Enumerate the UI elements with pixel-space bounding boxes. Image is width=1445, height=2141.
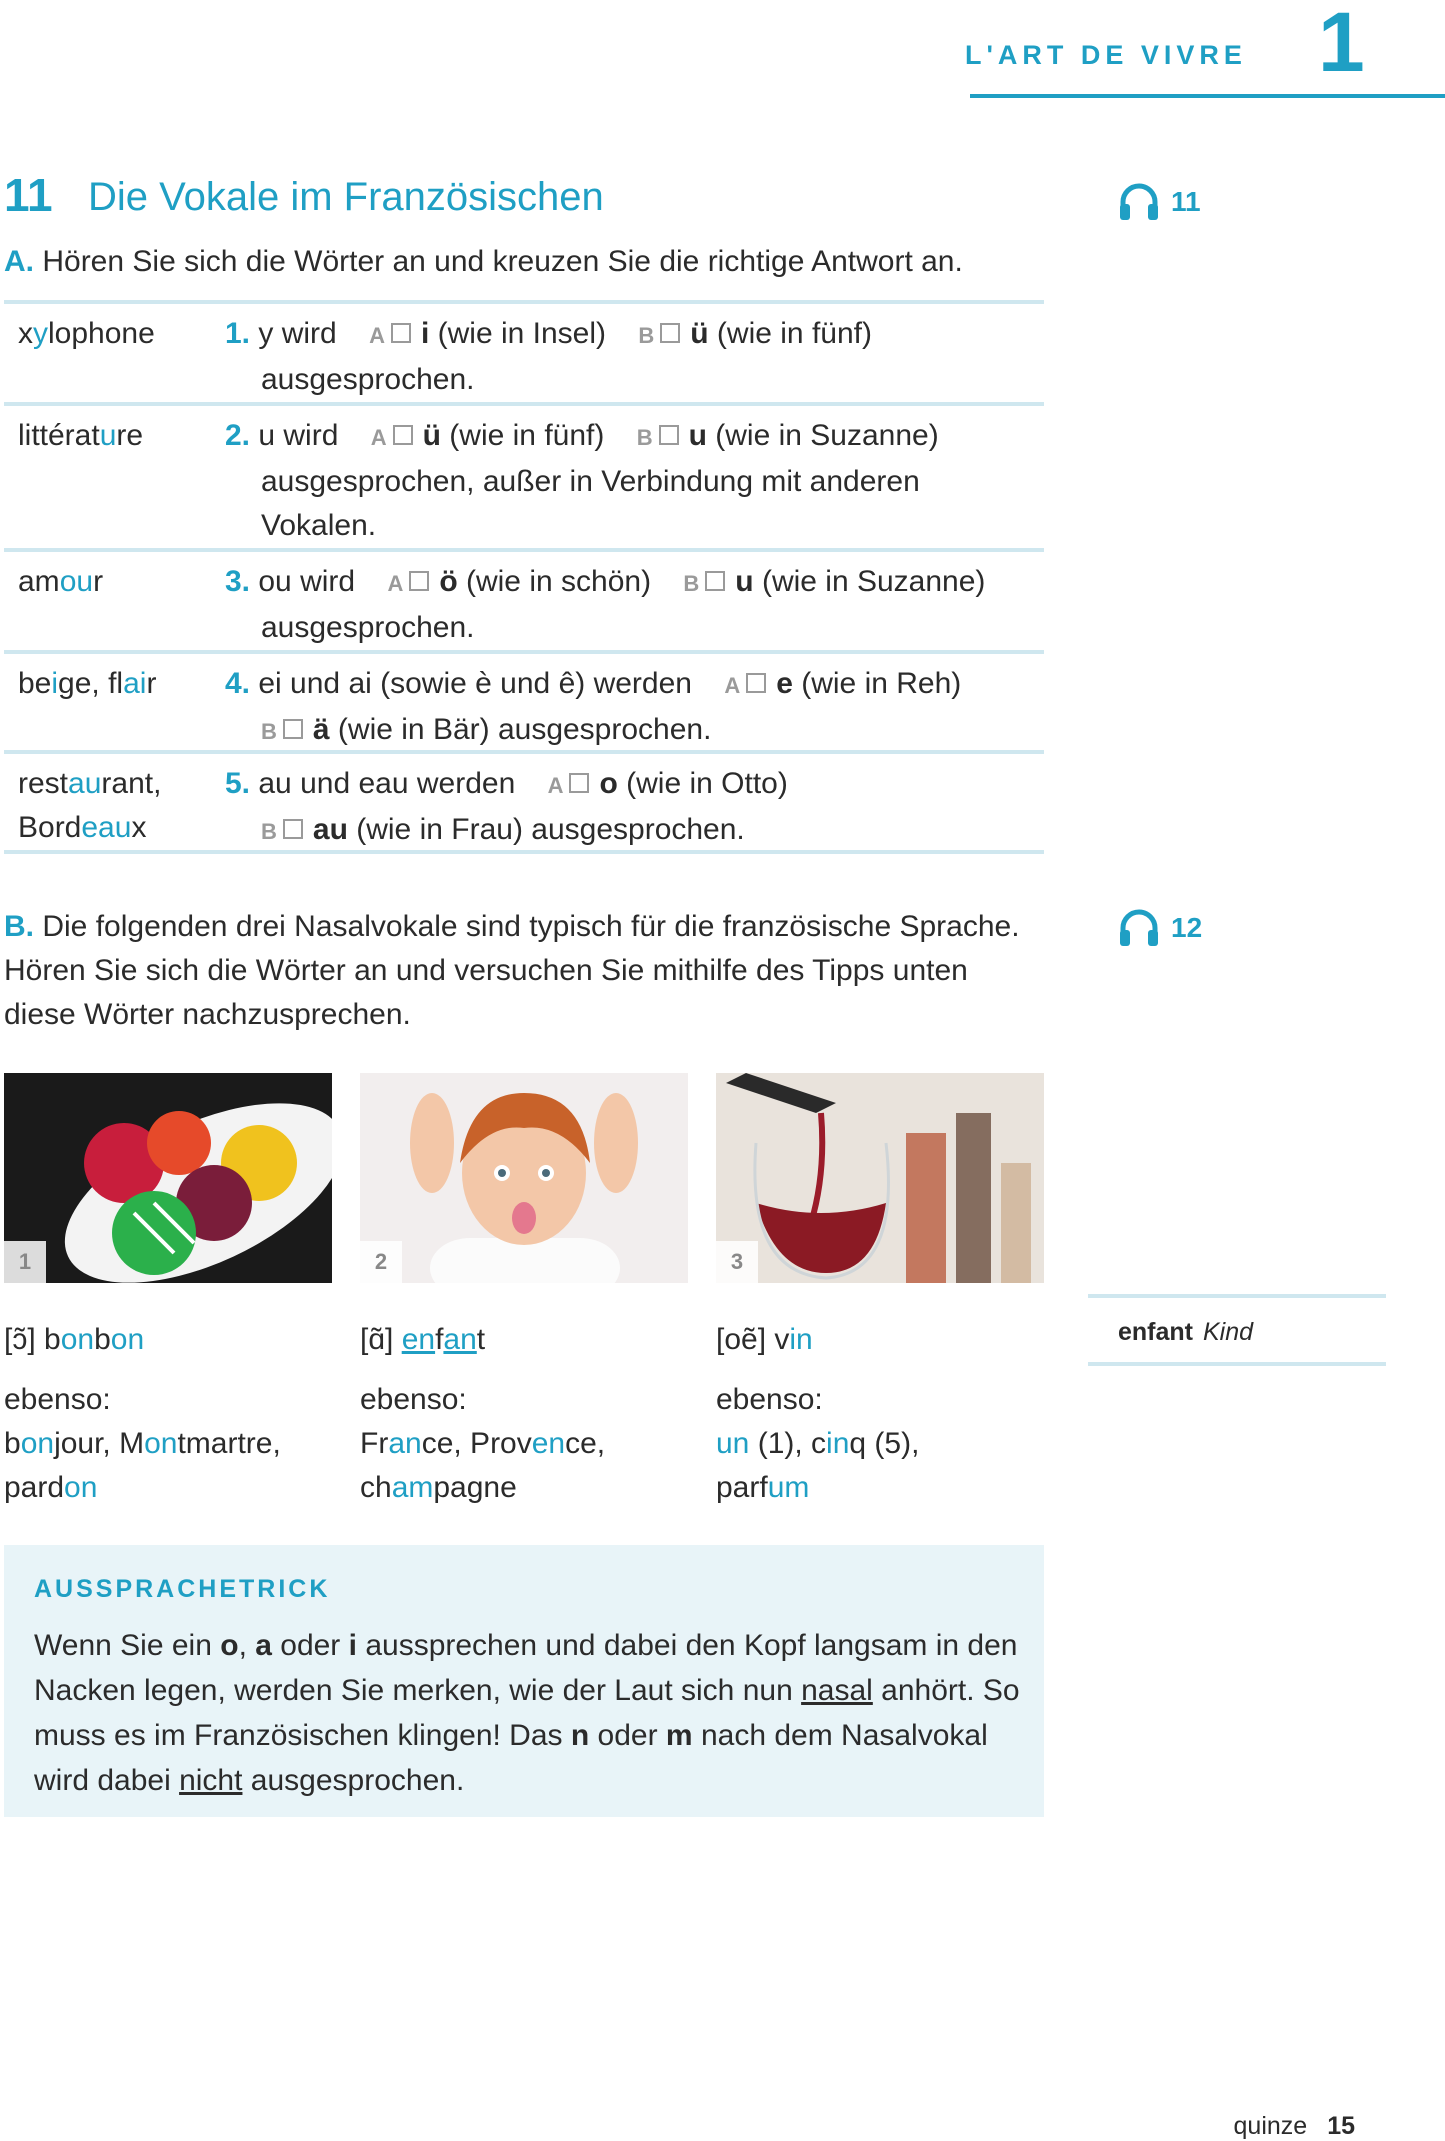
checkbox-2a[interactable] <box>393 425 413 445</box>
part-a-text: Hören Sie sich die Wörter an und kreuzen Sie die richtige Antwort an. <box>42 245 963 278</box>
nasal-column-3: [oẽ] vin ebenso: un (1), cinq (5), parfum <box>716 1323 920 1504</box>
checkbox-1b[interactable] <box>660 323 680 343</box>
question-2: 2. u wird A ü (wie in fünf) B u (wie in Suzanne) ausgesprochen, außer in Verbindung mit anderen Vokalen. <box>225 419 939 542</box>
checkbox-4b[interactable] <box>283 719 303 739</box>
checkbox-4a[interactable] <box>746 673 766 693</box>
header-rule <box>970 94 1445 98</box>
table-rule <box>4 850 1044 854</box>
table-rule <box>4 548 1044 552</box>
photo-bonbons: 1 <box>4 1073 332 1283</box>
row-word: littérature <box>18 419 144 452</box>
row-word: restaurant, Bordeaux <box>18 767 162 844</box>
table-rule <box>4 650 1044 654</box>
photo-vin: 3 <box>716 1073 1044 1283</box>
table-rule <box>4 402 1044 406</box>
vocab-entry: enfant Kind <box>1118 1318 1254 1346</box>
chapter-number: 1 <box>1318 0 1365 89</box>
table-rule <box>4 300 1044 304</box>
row-word: amour <box>18 565 104 598</box>
checkbox-2b[interactable] <box>659 425 679 445</box>
row-word: xylophone <box>18 317 155 350</box>
nasal-column-2: [ɑ̃] enfant ebenso: France, Provence, champagne <box>360 1323 606 1504</box>
question-3: 3. ou wird A ö (wie in schön) B u (wie in Suzanne) ausgesprochen. <box>225 565 986 644</box>
part-a-letter: A. <box>4 245 34 278</box>
page-footer: quinze 15 <box>1233 2112 1355 2140</box>
vocab-rule <box>1088 1362 1386 1366</box>
tip-box: AUSSPRACHETRICK Wenn Sie ein o, a oder i aussprechen und dabei den Kopf langsam in den Nacken legen, werden Sie merken, wie der Laut sich nun nasal anhört. So muss es im Französischen klingen! Das n oder m nach dem Nasalvokal wird dabei nicht ausgesprochen. <box>4 1545 1044 1817</box>
vocab-rule <box>1088 1294 1386 1298</box>
question-1: 1. y wird A i (wie in Insel) B ü (wie in fünf) ausgesprochen. <box>225 317 872 396</box>
audio-track-number: 11 <box>1171 186 1201 217</box>
question-4: 4. ei und ai (sowie è und ê) werden A e (wie in Reh) B ä (wie in Bär) ausgesprochen. <box>225 667 962 746</box>
checkbox-5b[interactable] <box>283 819 303 839</box>
headphones-icon <box>1117 180 1161 224</box>
question-5: 5. au und eau werden A o (wie in Otto) B au (wie in Frau) ausgesprochen. <box>225 767 788 846</box>
checkbox-3b[interactable] <box>705 571 725 591</box>
nasal-column-1: [ɔ̃] bonbon ebenso: bonjour, Montmartre, pardon <box>4 1323 281 1504</box>
chapter-title: L'ART DE VIVRE <box>965 40 1247 70</box>
part-b-instruction: B. Die folgenden drei Nasalvokale sind typisch für die französische Sprache. Hören Sie sich die Wörter an und versuchen Sie mithilfe des Tipps unten diese Wörter nachzusprechen. <box>4 910 1020 1031</box>
audio-track-12[interactable]: 12 <box>1117 906 1202 950</box>
row-word: beige, flair <box>18 667 157 700</box>
exercise-title: Die Vokale im Französischen <box>88 175 604 219</box>
photo-enfant: 2 <box>360 1073 688 1283</box>
checkbox-1a[interactable] <box>391 323 411 343</box>
checkbox-3a[interactable] <box>409 571 429 591</box>
part-a-instruction <box>4 240 1044 284</box>
audio-track-11[interactable] <box>1117 180 1201 224</box>
checkbox-5a[interactable] <box>569 773 589 793</box>
exercise-number: 11 <box>4 169 53 221</box>
tip-text: Wenn Sie ein o, a oder i aussprechen und dabei den Kopf langsam in den Nacken legen, werden Sie merken, wie der Laut sich nun nasal anhört. So muss es im Französischen klingen! Das n oder m nach dem Nasalvokal wird dabei nicht ausgesprochen. <box>34 1629 1020 1797</box>
table-rule <box>4 750 1044 754</box>
headphones-icon <box>1117 906 1161 950</box>
